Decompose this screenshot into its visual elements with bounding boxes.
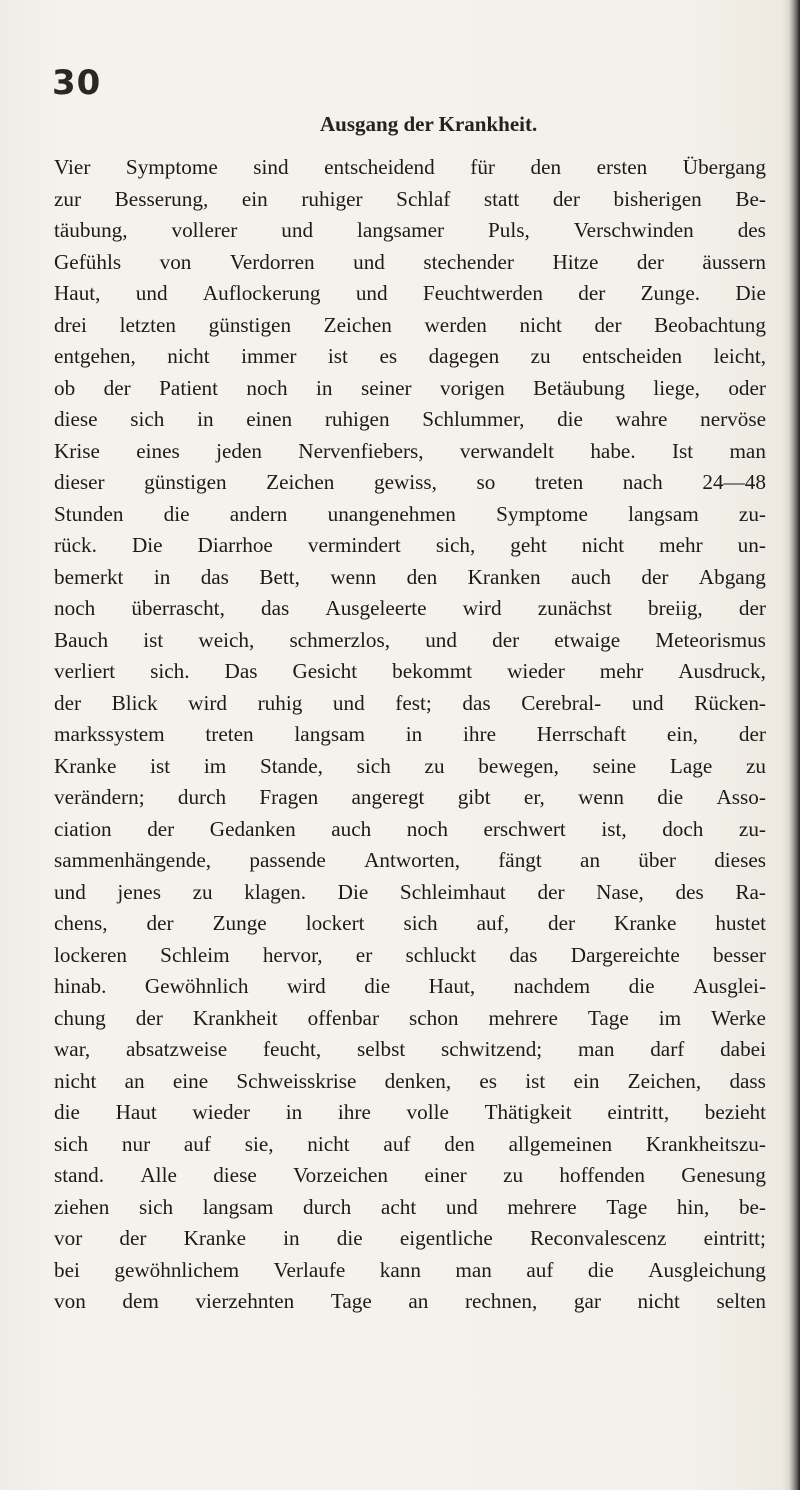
text-line: ziehen sich langsam durch acht und mehrere Tage hin, be- — [54, 1194, 766, 1219]
text-line: ob der Patient noch in seiner vorigen Betäubung liege, oder — [54, 375, 766, 400]
text-line: lockeren Schleim hervor, er schluckt das Dargereichte besser — [54, 942, 766, 967]
text-line: täubung, vollerer und langsamer Puls, Verschwinden des — [54, 218, 766, 242]
page-edge-shadow — [782, 0, 800, 1490]
text-line: Bauch ist weich, schmerzlos, und der etwaige Meteorismus — [54, 627, 766, 652]
text-line: der Blick wird ruhig und fest; das Cerebral- und Rücken- — [54, 690, 766, 715]
text-line: war, absatzweise feucht, selbst schwitzend; man darf dabei — [54, 1037, 766, 1061]
text-line: Kranke ist im Stande, sich zu bewegen, seine Lage zu — [54, 753, 766, 778]
text-line: sammenhängende, passende Antworten, fängt an über dieses — [54, 848, 766, 872]
text-line: hinab. Gewöhnlich wird die Haut, nachdem die Ausglei- — [54, 974, 766, 998]
body-text — [54, 152, 766, 1318]
text-line: sich nur auf sie, nicht auf den allgemeinen Krankheitszu- — [54, 1131, 766, 1156]
text-line: verliert sich. Das Gesicht bekommt wieder mehr Ausdruck, — [54, 659, 766, 683]
text-line: und jenes zu klagen. Die Schleimhaut der Nase, des Ra- — [54, 879, 766, 904]
text-line: von dem vierzehnten Tage an rechnen, gar nicht selten — [54, 1289, 766, 1313]
text-line: bemerkt in das Bett, wenn den Kranken auch der Abgang — [54, 564, 766, 589]
page-number: 30 — [52, 63, 102, 103]
text-line: entgehen, nicht immer ist es dagegen zu entscheiden leicht, — [54, 344, 766, 368]
text-line: drei letzten günstigen Zeichen werden nicht der Beobachtung — [54, 312, 766, 337]
text-line: chung der Krankheit offenbar schon mehrere Tage im Werke — [54, 1005, 766, 1030]
text-line: markssystem treten langsam in ihre Herrschaft ein, der — [54, 722, 766, 746]
text-line: stand. Alle diese Vorzeichen einer zu hoffenden Genesung — [54, 1163, 766, 1187]
text-line: chens, der Zunge lockert sich auf, der Kranke hustet — [54, 911, 766, 935]
text-line: zur Besserung, ein ruhiger Schlaf statt der bisherigen Be- — [54, 186, 766, 211]
text-line: verändern; durch Fragen angeregt gibt er, wenn die Asso- — [54, 785, 766, 809]
text-line: bei gewöhnlichem Verlaufe kann man auf die Ausgleichung — [54, 1257, 766, 1282]
text-line: Haut, und Auflockerung und Feuchtwerden der Zunge. Die — [54, 281, 766, 305]
text-line: Stunden die andern unangenehmen Symptome langsam zu- — [54, 501, 766, 526]
text-line: Gefühls von Verdorren und stechender Hitze der äussern — [54, 249, 766, 274]
running-head: Ausgang der Krankheit. — [320, 112, 538, 136]
text-line: noch überrascht, das Ausgeleerte wird zunächst breiig, der — [54, 596, 766, 620]
text-line: dieser günstigen Zeichen gewiss, so treten nach 24—48 — [54, 470, 766, 494]
text-line: Krise eines jeden Nervenfiebers, verwandelt habe. Ist man — [54, 438, 766, 463]
text-line: vor der Kranke in die eigentliche Reconvalescenz eintritt; — [54, 1226, 766, 1250]
text-line: ciation der Gedanken auch noch erschwert ist, doch zu- — [54, 816, 766, 841]
text-line: Vier Symptome sind entscheidend für den ersten Übergang — [54, 155, 766, 179]
text-line: die Haut wieder in ihre volle Thätigkeit eintritt, bezieht — [54, 1100, 766, 1124]
text-line: diese sich in einen ruhigen Schlummer, die wahre nervöse — [54, 407, 766, 431]
text-line: rück. Die Diarrhoe vermindert sich, geht nicht mehr un- — [54, 533, 766, 557]
text-line: nicht an eine Schweisskrise denken, es ist ein Zeichen, dass — [54, 1068, 766, 1093]
